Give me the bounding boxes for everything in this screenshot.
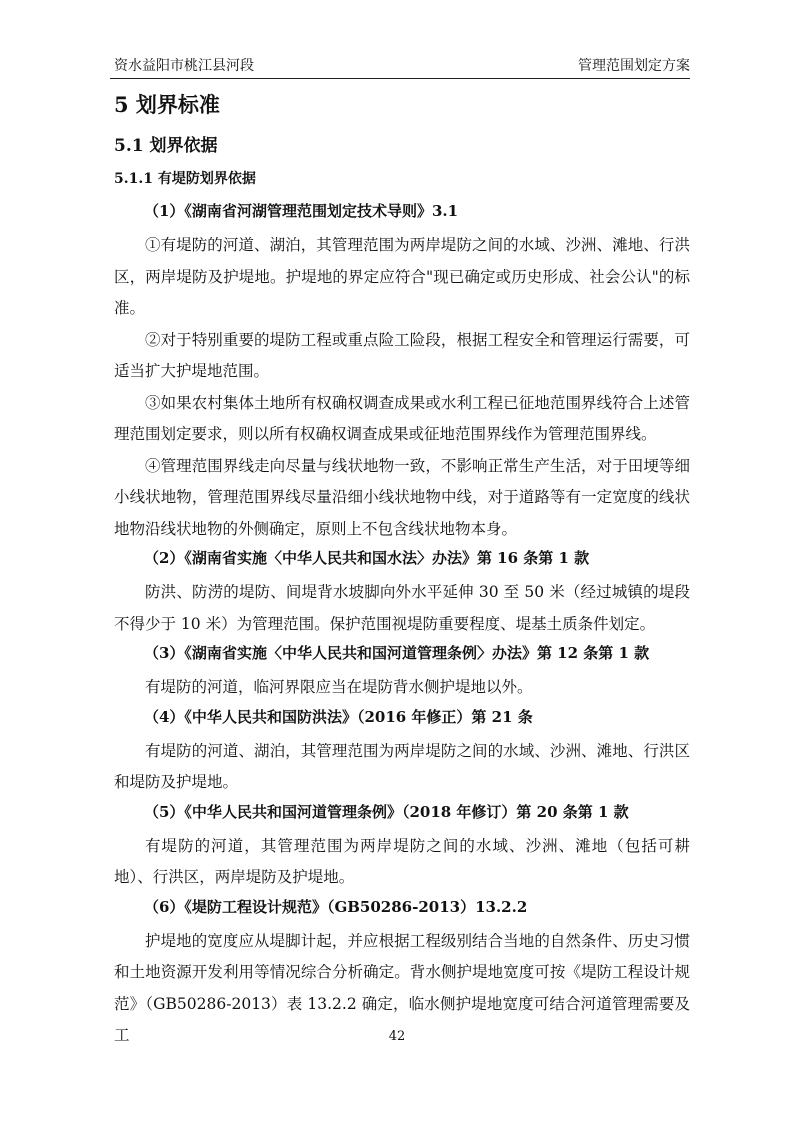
running-header-left: 资水益阳市桃江县河段 <box>114 58 254 74</box>
body-paragraph: ②对于特别重要的堤防工程或重点险工险段，根据工程安全和管理运行需要，可适当扩大护堤地范围。 <box>114 330 690 380</box>
subsection-title: 5.1.1 有堤防划界依据 <box>114 171 256 187</box>
body-blocks <box>114 198 690 1052</box>
chapter-title: 5 划界标准 <box>114 92 220 117</box>
running-header-right: 管理范围划定方案 <box>578 58 690 74</box>
body-paragraph: 防洪、防涝的堤防、间堤背水坡脚向外水平延伸 30 至 50 米（经过城镇的堤段不得少于 10 米）为管理范围。保护范围视堤防重要程度、堤基土质条件划定。 <box>114 583 690 633</box>
body-paragraph: 有堤防的河道，临河界限应当在堤防背水侧护堤地以外。 <box>145 678 533 696</box>
page-body <box>114 88 690 1052</box>
clause-heading: （6）《堤防工程设计规范》（GB50286-2013）13.2.2 <box>144 897 528 916</box>
clause-heading: （4）《中华人民共和国防洪法》（2016 年修正）第 21 条 <box>144 707 533 726</box>
body-paragraph: ①有堤防的河道、湖泊，其管理范围为两岸堤防之间的水域、沙洲、滩地、行洪区，两岸堤防及护堤地。护堤地的界定应符合"现已确定或历史形成、社会公认"的标准。 <box>114 236 690 317</box>
body-paragraph: ③如果农村集体土地所有权确权调查成果或水利工程已征地范围界线符合上述管理范围划定要求，则以所有权确权调查成果或征地范围界线作为管理范围界线。 <box>114 393 690 443</box>
clause-heading: （2）《湖南省实施〈中华人民共和国水法〉办法》第 16 条第 1 款 <box>144 549 590 567</box>
body-paragraph: 有堤防的河道、湖泊，其管理范围为两岸堤防之间的水域、沙洲、滩地、行洪区和堤防及护堤地。 <box>114 741 690 791</box>
body-paragraph: 护堤地的宽度应从堤脚计起，并应根据工程级别结合当地的自然条件、历史习惯和土地资源开发利用等情况综合分析确定。背水侧护堤地宽度可按《堤防工程设计规范》（GB50286-2013）表 13.2.2 确定，临水侧护堤地宽度可结合河道管理需要及工 <box>114 931 690 1044</box>
clause-heading: （5）《中华人民共和国河道管理条例》（2018 年修订）第 20 条第 1 款 <box>144 802 629 821</box>
body-paragraph: 有堤防的河道，其管理范围为两岸堤防之间的水域、沙洲、滩地（包括可耕地）、行洪区，两岸堤防及护堤地。 <box>114 836 690 886</box>
clause-heading: （3）《湖南省实施〈中华人民共和国河道管理条例〉办法》第 12 条第 1 款 <box>144 644 650 662</box>
header-divider <box>110 78 690 79</box>
page-number: 42 <box>388 1029 406 1044</box>
clause-heading: （1）《湖南省河湖管理范围划定技术导则》3.1 <box>144 202 459 220</box>
section-title: 5.1 划界依据 <box>114 136 218 156</box>
body-paragraph: ④管理范围界线走向尽量与线状地物一致，不影响正常生产生活，对于田埂等细小线状地物，管理范围界线尽量沿细小线状地物中线，对于道路等有一定宽度的线状地物沿线状地物的外侧确定，原则上不包含线状地物本身。 <box>114 456 690 538</box>
